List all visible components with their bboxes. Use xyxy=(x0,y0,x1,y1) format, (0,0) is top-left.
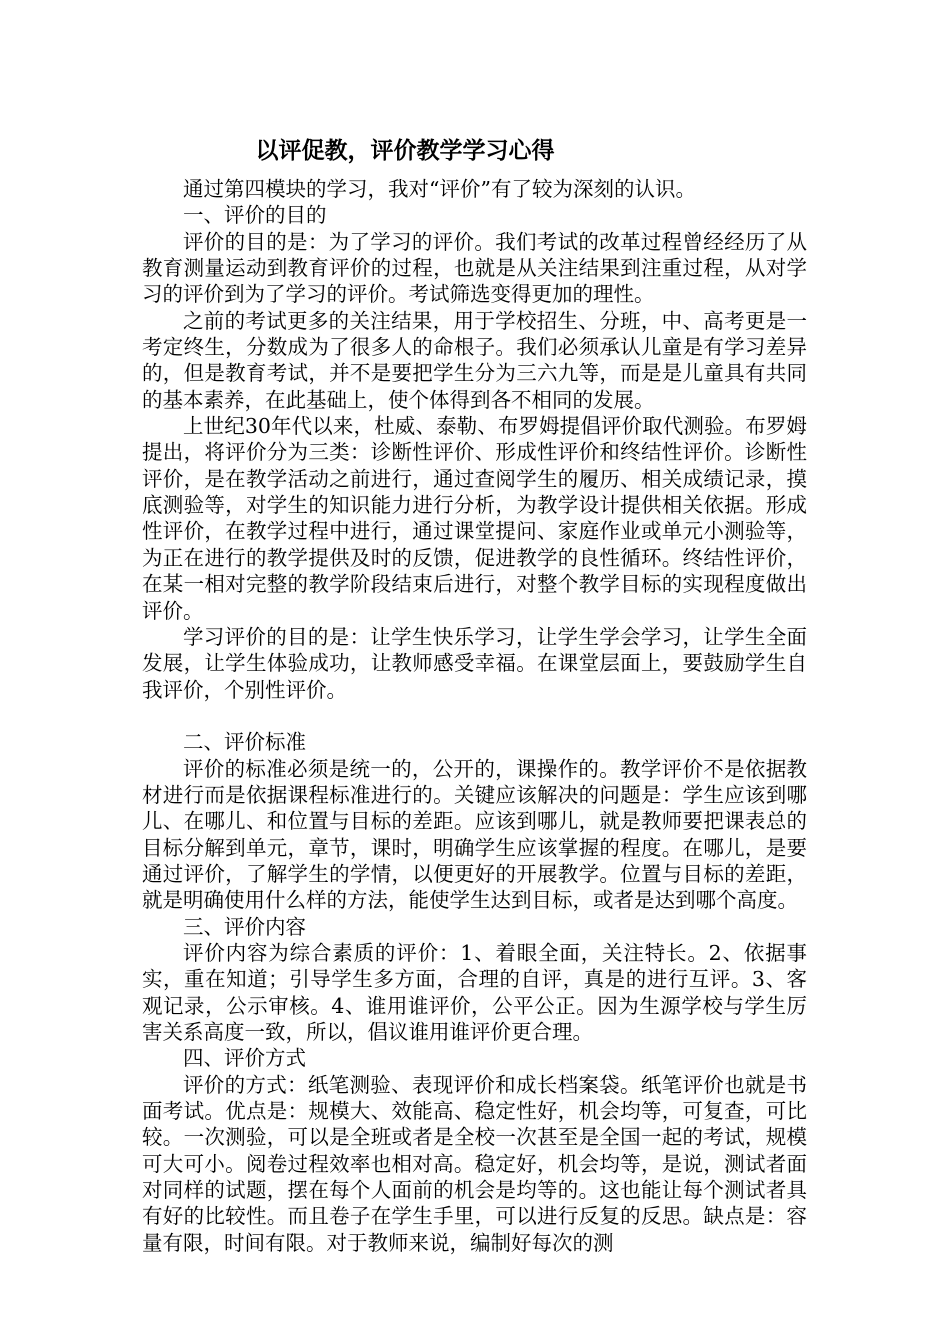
paragraph: 之前的考试更多的关注结果，用于学校招生、分班，中、高考更是一考定终生，分数成为了很多人的命根子。我们必须承认儿童是有学习差异的，但是教育考试，并不是要把学生分为三六九等，而是是儿童具有共同的基本素养，在此基础上，使个体得到各不相同的发展。 xyxy=(142,308,807,412)
document-title: 以评促教，评价教学学习心得 xyxy=(255,138,555,164)
paragraph: 评价的方式：纸笔测验、表现评价和成长档案袋。纸笔评价也就是书面考试。优点是：规模大、效能高、稳定性好，机会均等，可复查，可比较。一次测验，可以是全班或者是全校一次甚至是全国一起的考试，规模可大可小。阅卷过程效率也相对高。稳定好，机会均等，是说，测试者面对同样的试题，摆在每个人面前的机会是均等的。这也能让每个测试者具有好的比较性。而且卷子在学生手里，可以进行反复的反思。缺点是：容量有限，时间有限。对于教师来说，编制好每次的测 xyxy=(142,1072,807,1255)
intro-paragraph: 通过第四模块的学习，我对“评价”有了较为深刻的认识。 xyxy=(183,177,696,201)
section-heading-method: 四、评价方式 xyxy=(183,1046,306,1071)
blank-line xyxy=(142,703,807,729)
section-heading-purpose: 一、评价的目的 xyxy=(183,203,327,228)
paragraph: 学习评价的目的是：让学生快乐学习，让学生学会学习，让学生全面发展，让学生体验成功，让教师感受幸福。在课堂层面上，要鼓励学生自我评价，个别性评价。 xyxy=(142,624,807,702)
paragraph: 评价内容为综合素质的评价：1、着眼全面，关注特长。2、依据事实，重在知道；引导学生多方面，合理的自评，真是的进行互评。3、客观记录，公示审核。4、谁用谁评价，公平公正。因为生源学校与学生厉害关系高度一致，所以，倡议谁用谁评价更合理。 xyxy=(142,940,807,1044)
document-body xyxy=(142,176,807,1256)
paragraph: 上世纪30年代以来，杜威、泰勒、布罗姆提倡评价取代测验。布罗姆提出，将评价分为三类：诊断性评价、形成性评价和终结性评价。诊断性评价，是在教学活动之前进行，通过查阅学生的履历、相关成绩记录，摸底测验等，对学生的知识能力进行分析，为教学设计提供相关依据。形成性评价，在教学过程中进行，通过课堂提问、家庭作业或单元小测验等，为正在进行的教学提供及时的反馈，促进教学的良性循环。终结性评价，在某一相对完整的教学阶段结束后进行，对整个教学目标的实现程度做出评价。 xyxy=(142,414,807,623)
section-heading-content: 三、评价内容 xyxy=(183,914,306,939)
section-heading-standard: 二、评价标准 xyxy=(183,730,306,755)
paragraph: 评价的标准必须是统一的，公开的，课操作的。教学评价不是依据教材进行而是依据课程标准进行的。关键应该解决的问题是：学生应该到哪儿、在哪儿、和位置与目标的差距。应该到哪儿，就是教师要把课表总的目标分解到单元，章节，课时，明确学生应该掌握的程度。在哪儿，是要通过评价，了解学生的学情，以便更好的开展教学。位置与目标的差距，就是明确使用什么样的方法，能使学生达到目标，或者是达到哪个高度。 xyxy=(142,756,807,913)
paragraph: 评价的目的是：为了学习的评价。我们考试的改革过程曾经经历了从教育测量运动到教育评价的过程，也就是从关注结果到注重过程，从对学习的评价到为了学习的评价。考试筛选变得更加的理性。 xyxy=(142,229,807,307)
